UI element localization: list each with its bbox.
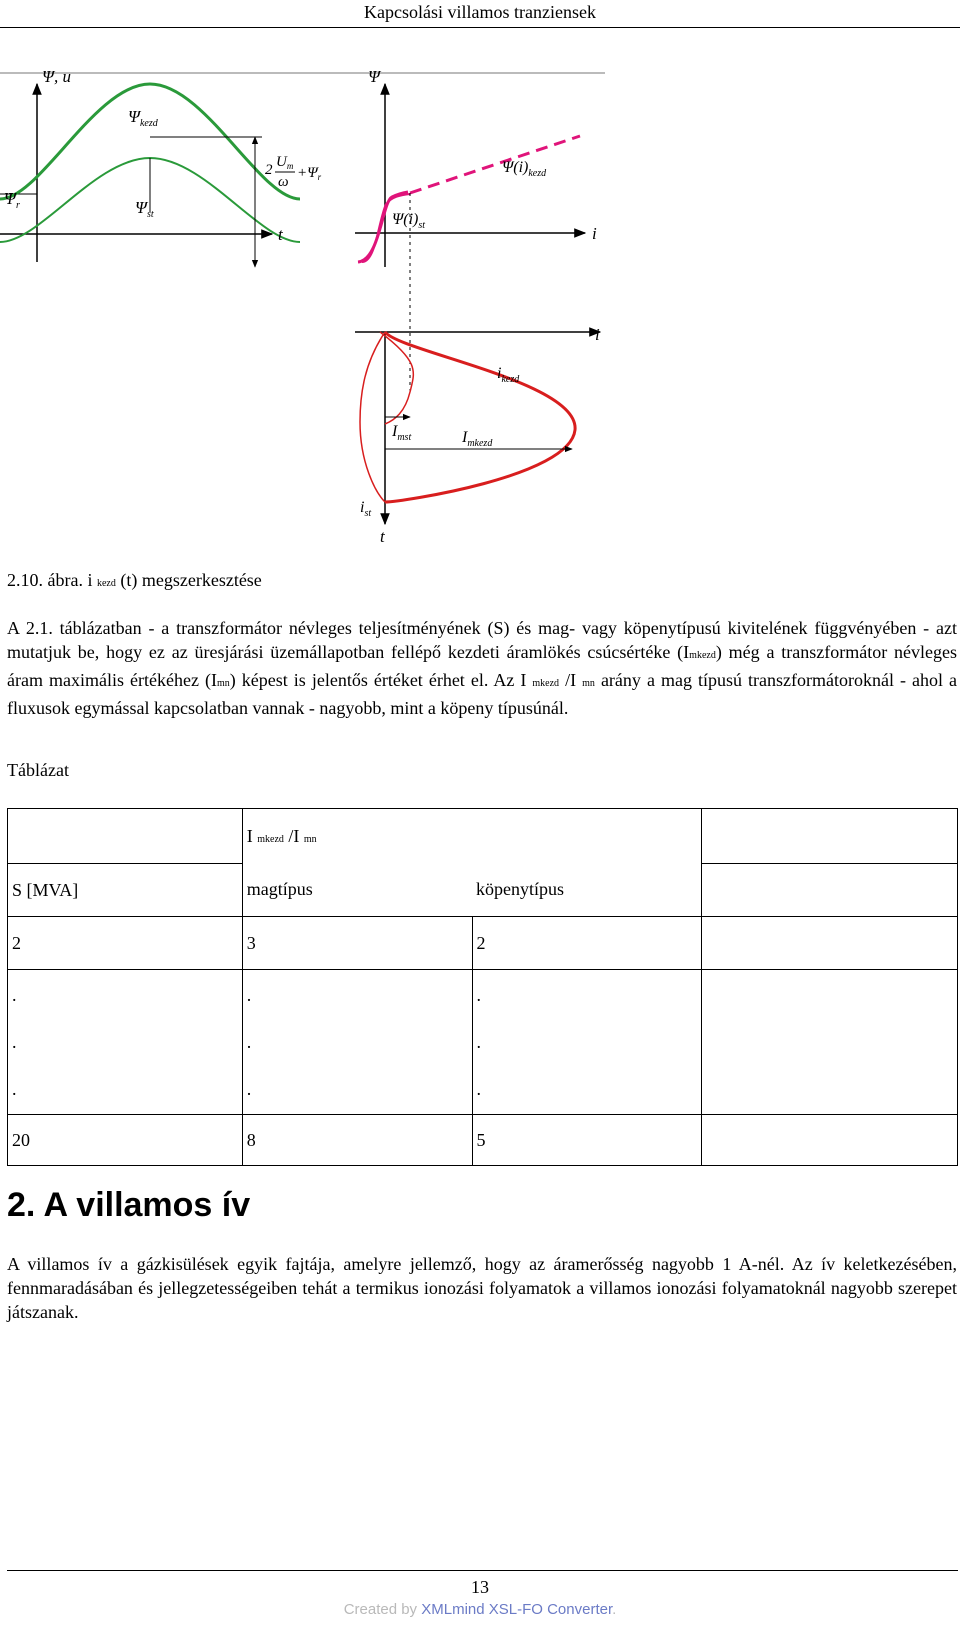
- ratio-table: [7, 808, 958, 1166]
- label-psi-r: $\Psi_r$: [4, 189, 20, 211]
- label-psi-u: Ψ, u: [42, 67, 71, 86]
- psi-i-kezd-curve: [410, 136, 580, 193]
- table-row: 20 8 5: [8, 1115, 958, 1166]
- converter-brand-link[interactable]: XMLmind XSL-FO Converter: [421, 1601, 613, 1618]
- figure-svg: [0, 62, 620, 564]
- label-i-kezd: $i_{kezd}$: [497, 365, 520, 385]
- label-i-top: i: [592, 224, 597, 243]
- col-header-s: S [MVA]: [8, 864, 243, 917]
- label-psi-i-st: $\Psi(i)_{st}$: [392, 211, 426, 231]
- converter-credit: Created by XMLmind XSL-FO Converter.: [343, 1601, 617, 1618]
- label-i-mkezd: $I_{mkezd}$: [462, 429, 493, 449]
- paragraph-arc: A villamos ív a gázkisülések egyik fajtája, amelyre jellemző, hogy az áramerősség nagyobb 1 A-nél. Az ív keletkezésében, fennmaradásában és jellegzetességeiben tehát a termikus ionozási folyamatok a villamos ionozási folyamatoknál nagyobb szerepet játszanak.: [7, 1254, 957, 1322]
- label-psi-i-kezd: $\Psi(i)_{kezd}$: [502, 159, 547, 179]
- paragraph-table-intro: A 2.1. táblázatban - a transzformátor névleges teljesítményének (S) és mag- vagy köpenytípusú kivitelének függvényében - azt mutatjuk be, hogy ez az üresjárási üzemállapotban fellépő kezdeti áramlökés csúcsértéke (Imkezd) még a transzformátor névleges áram maximális értékéhez (Imn) képest is jelentős értéket érhet el. Az I mkezd /I mn arány a mag típusú transzformátoroknál - ahol a fluxusok egymással kapcsolatban vannak - nagyobb, mint a köpeny típusúnál.: [7, 618, 958, 718]
- footer-rule: [7, 1570, 958, 1571]
- table-row: [8, 864, 958, 917]
- section-title: 2. A villamos ív: [7, 1186, 251, 1224]
- label-i-bottom: i: [595, 325, 600, 344]
- col-header-mag: magtípus: [246, 879, 313, 900]
- page-number: 13: [471, 1577, 489, 1597]
- table-label: Táblázat: [7, 760, 69, 780]
- label-t-bottom: t: [380, 527, 385, 546]
- table-header-ratio: I mkezd /I mn: [242, 809, 702, 864]
- label-i-st: $i_{st}$: [360, 499, 372, 519]
- label-psi-kezd: $\Psi_{kezd}$: [128, 107, 158, 129]
- col-header-kopeny: köpenytípus: [472, 864, 702, 917]
- table-row: . . . . . . . . .: [8, 970, 958, 1115]
- running-header-title: Kapcsolási villamos tranziensek: [364, 2, 596, 22]
- figure-flux-current-construction: [0, 62, 620, 564]
- i-st-curve-left: [360, 332, 385, 502]
- figure-caption: 2.10. ábra. i kezd (t) megszerkesztése: [7, 570, 262, 590]
- label-formula-omega: ω: [278, 174, 289, 190]
- psi-i-st-curve-lower: [362, 194, 410, 262]
- label-formula-plus: $+\Psi_r$: [297, 165, 322, 182]
- label-i-mst: $I_{mst}$: [392, 423, 412, 443]
- label-formula-um: $U_m$: [276, 154, 294, 171]
- label-psi-st: $\Psi_{st}$: [135, 198, 154, 220]
- label-formula-2: 2: [265, 162, 273, 178]
- table-header-row: [8, 809, 958, 864]
- label-psi: Ψ: [368, 67, 380, 86]
- running-header: [0, 0, 960, 28]
- i-kezd-curve: [385, 332, 575, 502]
- label-t-top: t: [278, 225, 283, 244]
- table-row: 2 3 2: [8, 917, 958, 970]
